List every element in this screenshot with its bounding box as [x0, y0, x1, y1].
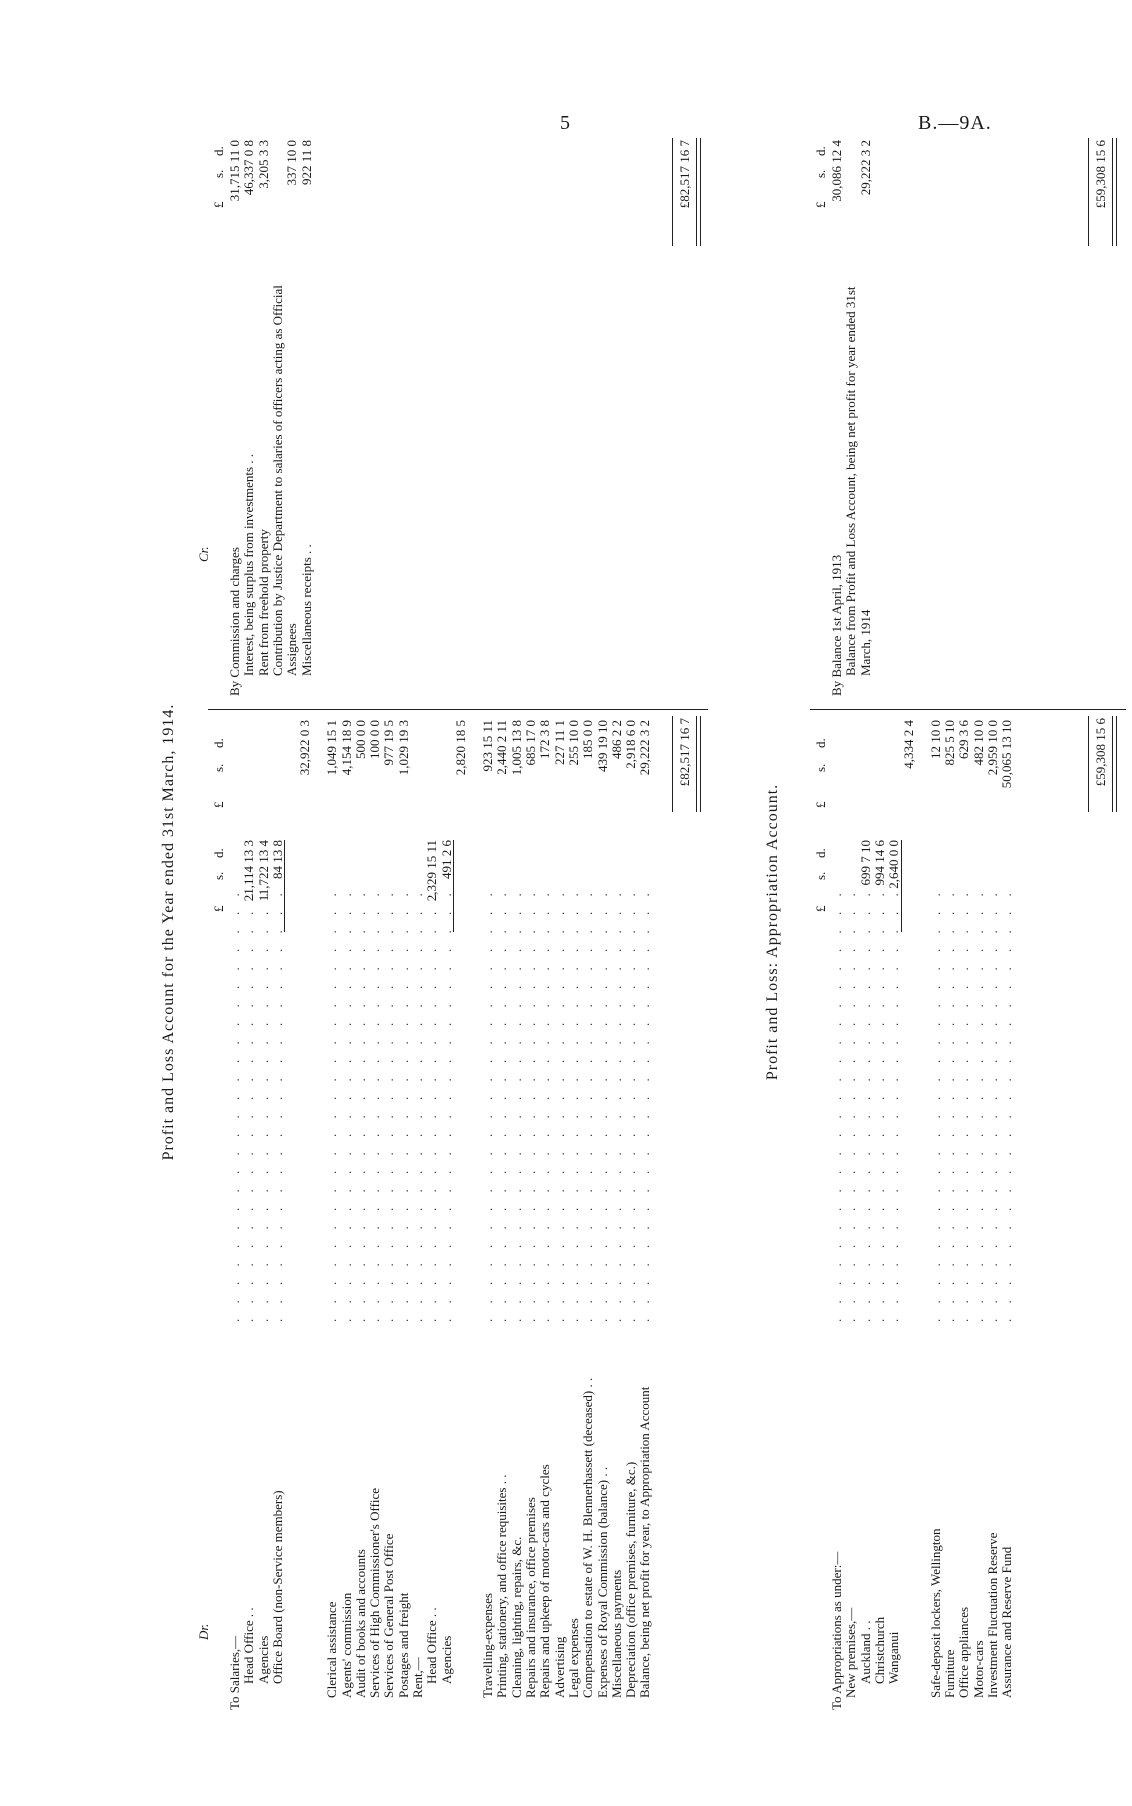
app-dr-label: Auckland . .: [857, 1620, 873, 1684]
pl-dr-subtotal-rule: [284, 840, 285, 932]
app-dr-label: Office appliances: [956, 1606, 972, 1698]
pl-dr-amount: 1,049 15 1: [324, 720, 340, 776]
pl-dr-label: Repairs and upkeep of motor-cars and cycles: [537, 1464, 553, 1698]
app-dr-total-double-rule: [1112, 716, 1117, 812]
app-dr-subamount: 994 14 6: [871, 840, 887, 886]
pl-dr-label: Office Board (non-Service members): [269, 1490, 285, 1684]
pl-dr-subamount: 21,114 13 3: [241, 840, 257, 902]
pl-dr-amount: 227 11 1: [551, 720, 567, 766]
app-dr-amount: 482 10 0: [970, 720, 986, 766]
app-dr-leader: . . . . . . . . . . . . . . . . . . . . . . . .: [970, 887, 986, 1322]
pl-cr-total-double-rule: [696, 138, 701, 246]
pl-dr-amount: 685 17 0: [523, 720, 538, 766]
pl-header-pence-cr: d.: [211, 146, 226, 156]
pl-dr-amount: 1,005 13 8: [508, 720, 524, 776]
pl-dr-subamount: 2,329 15 11: [424, 840, 440, 902]
app-dr-label: Motor-cars: [970, 1640, 986, 1698]
app-dr-leader: . . . . . . . . . . . . . . . . . . . . . . . .: [927, 887, 943, 1322]
app-dr-leader: . . . . . . . . . . . . . . . . . . . . . . . .: [956, 887, 972, 1322]
app-dr-amount: 2,959 10 0: [984, 720, 1000, 776]
pl-dr-amount: 2,918 6 0: [623, 720, 639, 769]
app-dr-leader: . . . . . . . . . . . . . . . . . . . . . . . .: [843, 887, 859, 1322]
pl-dr-leader: . . . . . . . . . . . . . . . . . . . . . . . .: [227, 887, 242, 1322]
pl-dr-label: Miscellaneous payments: [608, 1569, 624, 1698]
pl-dr-label: Cleaning, lighting, repairs, &c.: [508, 1536, 524, 1698]
app-header-pence-cr: d.: [813, 146, 828, 156]
pl-cr-label: By Commission and charges: [227, 547, 242, 696]
pl-cr-total-rule: [672, 138, 673, 246]
pl-dr-amount: 923 15 11: [480, 720, 496, 772]
pl-title: Profit and Loss Account for the Year ended 31st March, 1914.: [160, 703, 177, 1161]
pl-dr-label: Printing, stationery, and office requisites . .: [494, 1474, 510, 1698]
pl-dr-amount: 185 0 0: [580, 720, 596, 759]
pl-dr-amount: 29,222 3 2: [637, 720, 653, 776]
app-cr-total-rule: [1088, 138, 1089, 246]
app-dr-total-rule: [1088, 716, 1089, 812]
app-dr-label: New premises,—: [843, 1607, 859, 1698]
app-dr-subtotal-rule: [901, 840, 902, 932]
pl-dr-leader: . . . . . . . . . . . . . . . . . . . . . . . .: [537, 887, 553, 1322]
app-dr-leader: . . . . . . . . . . . . . . . . . . . . . . . .: [857, 887, 873, 1322]
app-dr-leader: . . . . . . . . . . . . . . . . . . . . . . . .: [941, 887, 957, 1322]
rotated-accounts-sheet: [142, 112, 1132, 1752]
app-dr-leader: . . . . . . . . . . . . . . . . . . . . . . . .: [829, 887, 844, 1322]
app-dr-leader: . . . . . . . . . . . . . . . . . . . . . . . .: [886, 887, 902, 1322]
pl-cr-label: Rent from freehold property: [255, 529, 271, 676]
app-dr-amount: 50,065 13 10: [999, 720, 1015, 789]
pl-dr-subtotal-rule: [453, 840, 454, 932]
app-dr-amount: 825 5 10: [941, 720, 957, 766]
pl-dr-amount: 255 10 0: [565, 720, 581, 766]
pl-dr-leader: . . . . . . . . . . . . . . . . . . . . . . . .: [494, 887, 510, 1322]
pl-header-shilling-cr: s.: [211, 169, 226, 178]
pl-dr-label: Audit of books and accounts: [352, 1549, 368, 1698]
pl-dr-total: £82,517 16 7: [677, 718, 692, 787]
app-header-pound-2: £: [813, 801, 828, 808]
app-dr-label: Safe-deposit lockers, Wellington: [927, 1528, 943, 1698]
pl-dr-amount: 32,922 0 3: [297, 720, 313, 776]
pl-dr-leader: . . . . . . . . . . . . . . . . . . . . . . . .: [565, 887, 581, 1322]
pl-dr-amount: 2,440 2 11: [494, 720, 510, 775]
pl-dr-label: Travelling-expenses: [480, 1593, 496, 1698]
app-dr-label: Investment Fluctuation Reserve: [984, 1532, 1000, 1698]
app-header-shilling-cr: s.: [813, 169, 828, 178]
pl-dr-amount: 2,820 18 5: [452, 720, 468, 776]
pl-dr-label: Rent,—: [410, 1657, 426, 1698]
pl-header-shilling-2: s.: [211, 763, 226, 772]
pl-dr-label: Balance, being net profit for year, to Appropriation Account: [637, 1386, 653, 1698]
page-number: 5: [560, 112, 570, 134]
pl-dr-label: To Salaries,—: [227, 1635, 242, 1710]
pl-dr-leader: . . . . . . . . . . . . . . . . . . . . . . . .: [324, 887, 340, 1322]
app-title: Profit and Loss: Appropriation Account.: [764, 783, 781, 1081]
pl-dr-amount: 172 3 8: [537, 720, 553, 759]
app-dr-amount: 12 10 0: [927, 720, 943, 759]
pl-cr-label: Assignees: [284, 623, 300, 676]
pl-cr-amount: 3,205 3 3: [255, 140, 271, 189]
app-header-shilling-2: s.: [813, 763, 828, 772]
pl-dr-heading: Dr.: [196, 1623, 211, 1640]
app-dr-leader: . . . . . . . . . . . . . . . . . . . . . . . .: [984, 887, 1000, 1322]
pl-header-shilling-1: s.: [211, 871, 226, 880]
app-header-pound-cr: £: [813, 201, 828, 208]
pl-dr-total-double-rule: [696, 716, 701, 812]
pl-dr-label: Head Office . .: [241, 1607, 257, 1684]
pl-dr-leader: . . . . . . . . . . . . . . . . . . . . . . . .: [241, 887, 257, 1322]
app-dr-subamount: 2,640 0 0: [886, 840, 902, 889]
app-dr-subamount: 699 7 10: [857, 840, 873, 886]
pl-cr-label: Interest, being surplus from investments . .: [241, 453, 257, 676]
pl-cr-heading: Cr.: [196, 546, 211, 562]
pl-dr-label: Clerical assistance: [324, 1601, 340, 1698]
pl-header-pound-cr: £: [211, 201, 226, 208]
app-cr-label: Balance from Profit and Loss Account, being net profit for year ended 31st: [843, 286, 859, 676]
app-header-shilling-1: s.: [813, 871, 828, 880]
pl-dr-leader: . . . . . . . . . . . . . . . . . . . . . . . .: [480, 887, 496, 1322]
pl-cr-amount: 46,337 0 8: [241, 140, 257, 196]
app-header-pence-2: d.: [813, 738, 828, 748]
app-cr-label: By Balance 1st April, 1913: [829, 554, 844, 696]
pl-dr-leader: . . . . . . . . . . . . . . . . . . . . . . . .: [381, 887, 397, 1322]
pl-dr-subamount: 491 2 6: [438, 840, 454, 879]
pl-cr-total: £82,517 16 7: [677, 140, 692, 209]
pl-dr-label: Head Office . .: [424, 1607, 440, 1684]
pl-dr-subamount: 11,722 13 4: [255, 840, 271, 902]
pl-dr-leader: . . . . . . . . . . . . . . . . . . . . . . . .: [580, 887, 596, 1322]
pl-dr-amount: 100 0 0: [367, 720, 383, 759]
pl-dr-leader: . . . . . . . . . . . . . . . . . . . . . . . .: [594, 887, 610, 1322]
pl-dr-leader: . . . . . . . . . . . . . . . . . . . . . . . .: [551, 887, 567, 1322]
pl-dr-label: Expenses of Royal Commission (balance) . .: [594, 1466, 610, 1698]
pl-dr-leader: . . . . . . . . . . . . . . . . . . . . . . . .: [352, 887, 368, 1322]
pl-dr-leader: . . . . . . . . . . . . . . . . . . . . . . . .: [623, 887, 639, 1322]
pl-dr-label: Agencies: [438, 1635, 454, 1684]
app-cr-total-double-rule: [1112, 138, 1117, 246]
app-header-pound-1: £: [813, 905, 828, 912]
pl-cr-amount: 922 11 8: [298, 140, 314, 186]
pl-dr-leader: . . . . . . . . . . . . . . . . . . . . . . . .: [424, 887, 440, 1322]
pl-dr-leader: . . . . . . . . . . . . . . . . . . . . . . . .: [395, 887, 411, 1322]
pl-dr-label: Legal expenses: [565, 1618, 581, 1698]
pl-dr-amount: 439 19 10: [594, 720, 610, 772]
app-dr-label: Christchurch: [871, 1616, 887, 1684]
app-header-pence-1: d.: [813, 848, 828, 858]
pl-dr-amount: 1,029 19 3: [395, 720, 411, 776]
app-dr-label: To Appropriations as under:—: [829, 1551, 844, 1710]
pl-dr-leader: . . . . . . . . . . . . . . . . . . . . . . . .: [269, 887, 285, 1322]
pl-dr-leader: . . . . . . . . . . . . . . . . . . . . . . . .: [523, 887, 538, 1322]
document-reference: B.—9A.: [918, 112, 992, 134]
pl-dr-label: Depreciation (office premises, furniture, &c.): [623, 1461, 639, 1698]
pl-dr-label: Repairs and insurance, office premises: [523, 1497, 538, 1698]
pl-dr-amount: 977 19 5: [381, 720, 397, 766]
app-cr-amount: 30,086 12 4: [829, 140, 844, 202]
pl-dr-leader: . . . . . . . . . . . . . . . . . . . . . . . .: [367, 887, 383, 1322]
pl-cr-label: Miscellaneous receipts . .: [298, 544, 314, 676]
pl-center-rule: [208, 709, 708, 710]
app-dr-label: Wanganui: [886, 1631, 902, 1684]
pl-header-pence-1: d.: [211, 848, 226, 858]
app-cr-amount: 29,222 3 2: [857, 140, 873, 196]
pl-dr-leader: . . . . . . . . . . . . . . . . . . . . . . . .: [338, 887, 354, 1322]
pl-header-pence-2: d.: [211, 738, 226, 748]
pl-dr-amount: 4,154 18 9: [338, 720, 354, 776]
pl-dr-label: Services of General Post Office: [381, 1533, 397, 1698]
pl-dr-leader: . . . . . . . . . . . . . . . . . . . . . . . .: [410, 887, 426, 1322]
pl-dr-subamount: 84 13 8: [269, 840, 285, 879]
app-dr-leader: . . . . . . . . . . . . . . . . . . . . . . . .: [999, 887, 1015, 1322]
pl-cr-amount: 31,715 11 0: [227, 140, 242, 202]
app-dr-label: Furniture: [941, 1649, 957, 1698]
pl-dr-leader: . . . . . . . . . . . . . . . . . . . . . . . .: [508, 887, 524, 1322]
pl-cr-amount: 337 10 0: [284, 140, 300, 186]
pl-dr-label: Advertising: [551, 1636, 567, 1698]
pl-dr-label: Compensation to estate of W. H. Blennerhassett (deceased) . .: [580, 1377, 596, 1698]
pl-header-pound-1: £: [211, 905, 226, 912]
pl-dr-leader: . . . . . . . . . . . . . . . . . . . . . . . .: [255, 887, 271, 1322]
app-dr-amount: 4,334 2 4: [900, 720, 916, 769]
pl-dr-leader: . . . . . . . . . . . . . . . . . . . . . . . .: [608, 887, 624, 1322]
pl-dr-amount: 500 0 0: [352, 720, 368, 759]
pl-header-pound-2: £: [211, 801, 226, 808]
pl-dr-leader: . . . . . . . . . . . . . . . . . . . . . . . .: [438, 887, 454, 1322]
pl-dr-total-rule: [672, 716, 673, 812]
pl-cr-label: Contribution by Justice Department to salaries of officers acting as Official: [269, 285, 285, 676]
pl-dr-leader: . . . . . . . . . . . . . . . . . . . . . . . .: [637, 887, 653, 1322]
app-center-rule: [810, 709, 1126, 710]
pl-dr-amount: 486 2 2: [608, 720, 624, 759]
app-cr-total: £59,308 15 6: [1093, 140, 1108, 209]
pl-dr-label: Postages and freight: [395, 1592, 411, 1698]
pl-dr-label: Services of High Commissioner's Office: [367, 1487, 383, 1698]
app-dr-total: £59,308 15 6: [1093, 718, 1108, 787]
pl-dr-label: Agents' commission: [338, 1592, 354, 1698]
pl-dr-label: Agencies: [255, 1635, 271, 1684]
app-dr-amount: 629 3 6: [956, 720, 972, 759]
app-dr-label: Assurance and Reserve Fund: [999, 1546, 1015, 1698]
app-dr-leader: . . . . . . . . . . . . . . . . . . . . . . . .: [871, 887, 887, 1322]
app-cr-label: March, 1914: [857, 609, 873, 676]
